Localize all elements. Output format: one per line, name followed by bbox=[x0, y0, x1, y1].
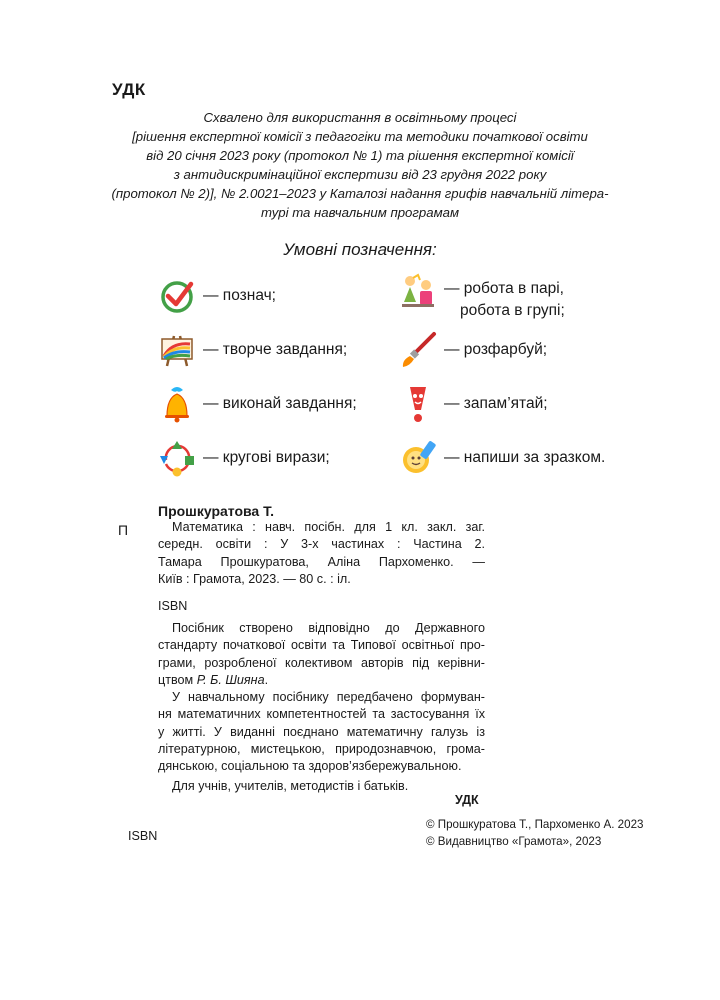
legend-title: Умовні позначення: bbox=[283, 240, 437, 259]
pencil-sun-icon bbox=[398, 438, 438, 478]
annotation-paragraph-1 bbox=[158, 620, 485, 689]
legend-label: — робота в парі, bbox=[444, 280, 564, 297]
paintbrush-icon bbox=[398, 330, 438, 370]
annotation-text: цтвом bbox=[158, 672, 197, 687]
copyright-publisher: © Видавництво «Грамота», 2023 bbox=[426, 835, 602, 848]
entry-line: Тамара Прошкуратова, Аліна Пархоменко. — bbox=[158, 554, 485, 569]
approval-text bbox=[0, 108, 720, 222]
legend-item-pair bbox=[398, 272, 565, 322]
legend-label: — кругові вирази; bbox=[203, 449, 330, 466]
approval-line: Схвалено для використання в освітньому процесі bbox=[203, 110, 517, 125]
annotation-line: ня математичних компетентностей та застосування їх bbox=[158, 707, 485, 722]
annotation-line: грами, розробленої колективом авторів під керівни- bbox=[158, 655, 485, 670]
children-pair-icon bbox=[398, 272, 438, 312]
entry-line: середн. освіти : У 3-х частинах : Частина 2. bbox=[158, 537, 485, 552]
annotation-line: стандарту початкової освіти та Типової освітньої про- bbox=[158, 638, 485, 653]
annotation-line: літературною, мистецькою, природознавчою, грома- bbox=[158, 741, 485, 756]
approval-line: (протокол № 2)], № 2.0021–2023 у Каталозі надання грифів навчальній літера- bbox=[111, 186, 609, 201]
approval-line: з антидискримінаційної експертизи від 23 грудня 2022 року bbox=[173, 167, 547, 182]
legend-label: — напиши за зразком. bbox=[444, 449, 606, 466]
legend-label: — творче завдання; bbox=[203, 341, 348, 358]
legend-item-remember bbox=[398, 384, 548, 424]
isbn-line: ISBN bbox=[158, 599, 188, 613]
circle-shapes-icon bbox=[157, 438, 197, 478]
legend-label: — виконай завдання; bbox=[203, 395, 357, 412]
legend-item-color bbox=[398, 330, 547, 370]
approval-line: турі та навчальним програмам bbox=[261, 205, 459, 220]
legend-item-mark bbox=[157, 276, 276, 316]
author-name: Прошкуратова Т. bbox=[158, 503, 274, 519]
approval-line: [рішення експертної комісії з педагогіки та методики початкової освіти bbox=[132, 129, 588, 144]
udk-footer: УДК bbox=[455, 793, 479, 807]
bell-icon bbox=[157, 384, 197, 424]
legend-item-circular bbox=[157, 438, 330, 478]
copyright-authors: © Прошкуратова Т., Пархоменко А. 2023 bbox=[426, 818, 644, 831]
supervisor-name: Р. Б. Шияна bbox=[196, 672, 265, 687]
udk-header: УДК bbox=[112, 80, 146, 99]
annotation-text: . bbox=[264, 672, 269, 687]
easel-icon bbox=[157, 330, 197, 370]
checkmark-icon bbox=[157, 276, 197, 316]
annotation-paragraph-2 bbox=[158, 689, 485, 775]
legend-label: — познач; bbox=[203, 287, 276, 304]
approval-line: від 20 січня 2023 року (протокол № 1) та рішення експертної комісії bbox=[146, 148, 574, 163]
legend-item-task bbox=[157, 384, 357, 424]
entry-line: Математика : навч. посібн. для 1 кл. закл. заг. bbox=[172, 520, 485, 534]
isbn-footer: ISBN bbox=[128, 829, 158, 843]
legend-item-creative bbox=[157, 330, 347, 370]
legend-label: — розфарбуй; bbox=[444, 341, 548, 358]
bibliographic-entry bbox=[158, 519, 485, 588]
annotation-line bbox=[158, 672, 485, 689]
legend-item-sample bbox=[398, 438, 605, 478]
annotation-line: дянською, соціальною та здоров’язбережувальною. bbox=[158, 759, 462, 774]
exclamation-icon bbox=[398, 384, 438, 424]
legend-label-continued: робота в групі; bbox=[460, 302, 565, 319]
entry-line: Київ : Грамота, 2023. — 80 с. : іл. bbox=[158, 571, 351, 586]
legend-label: — запам’ятай; bbox=[444, 395, 548, 412]
annotation-line: Посібник створено відповідно до Державного bbox=[172, 621, 485, 635]
audience-line: Для учнів, учителів, методистів і батьків. bbox=[172, 779, 409, 793]
catalog-letter: П bbox=[118, 522, 129, 538]
annotation-line: У навчальному посібнику передбачено формуван- bbox=[172, 690, 485, 704]
annotation-line: у житті. У виданні поєднано математичну галузь із bbox=[158, 724, 485, 739]
